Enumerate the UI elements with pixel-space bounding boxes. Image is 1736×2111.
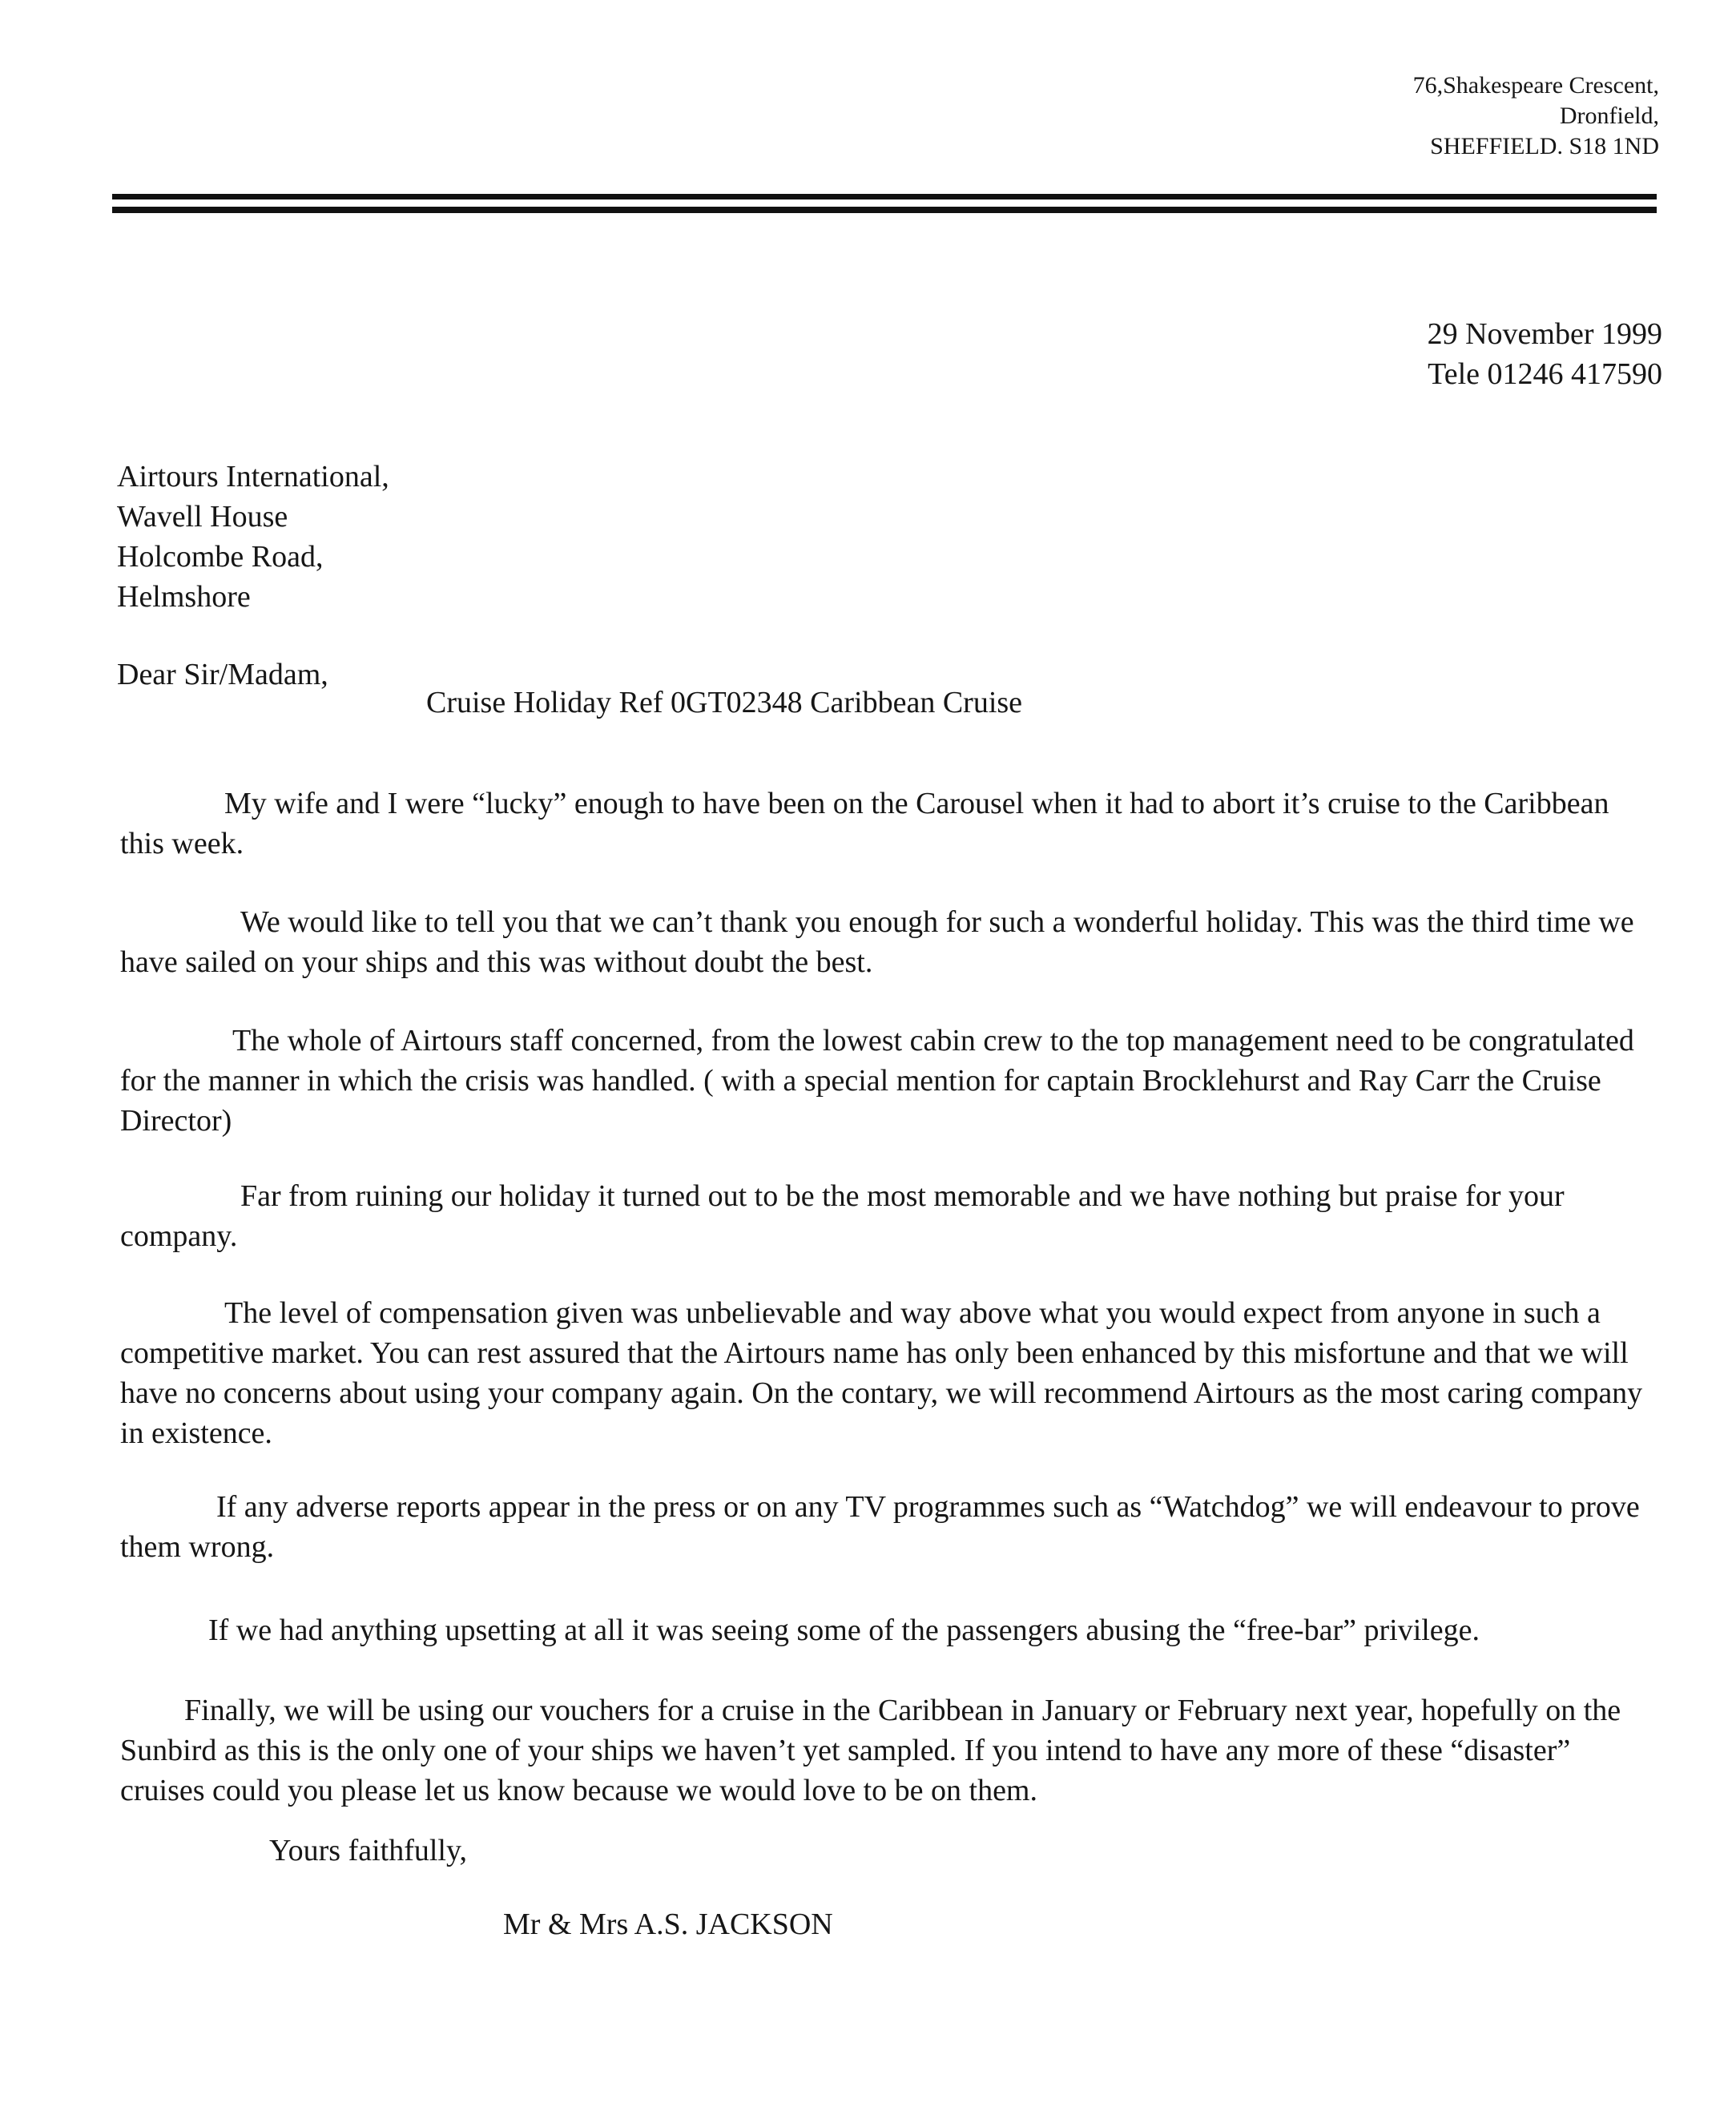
paragraph-1: My wife and I were “lucky” enough to have been on the Carousel when it had to abort it’s cruise to the Caribbean this week. <box>120 787 1609 860</box>
paragraph-4: Far from ruining our holiday it turned out to be the most memorable and we have nothing but praise for your company. <box>120 1179 1565 1253</box>
subject-line: Cruise Holiday Ref 0GT02348 Caribbean Cruise <box>426 686 1023 719</box>
salutation: Dear Sir/Madam, <box>117 658 328 691</box>
sender-address <box>1413 71 1659 162</box>
recipient-town: Helmshore <box>117 580 251 614</box>
recipient-road: Holcombe Road, <box>117 540 324 574</box>
closing: Yours faithfully, <box>269 1834 468 1867</box>
sender-address-city-postcode: SHEFFIELD. S18 1ND <box>1430 133 1659 159</box>
paragraph-8: Finally, we will be using our vouchers for a cruise in the Caribbean in January or February next year, hopefully on the Sunbird as this is the only one of your ships we haven’t yet sampled. If you intend to have any more of these “disaster” cruises could you please let us know because we would love to be on them. <box>120 1694 1621 1807</box>
paragraph-7: If we had anything upsetting at all it was seeing some of the passengers abusing the “free-bar” privilege. <box>208 1613 1480 1647</box>
telephone-number: Tele 01246 417590 <box>1428 357 1662 391</box>
signature: Mr & Mrs A.S. JACKSON <box>503 1908 833 1941</box>
sender-address-street: 76,Shakespeare Crescent, <box>1412 72 1659 99</box>
recipient-building: Wavell House <box>117 500 288 534</box>
sender-address-town: Dronfield, <box>1559 103 1659 129</box>
paragraph-6: If any adverse reports appear in the press or on any TV programmes such as “Watchdog” we will endeavour to prove them wrong. <box>120 1490 1640 1564</box>
letterhead-rule-bottom <box>112 207 1657 213</box>
paragraph-2: We would like to tell you that we can’t thank you enough for such a wonderful holiday. This was the third time we have sailed on your ships and this was without doubt the best. <box>120 905 1634 979</box>
letterhead-rule-top <box>112 194 1657 199</box>
date-block <box>1428 314 1662 394</box>
paragraph-3: The whole of Airtours staff concerned, from the lowest cabin crew to the top management need to be congratulated for the manner in which the crisis was handled. ( with a special mention for captain Brocklehurst and Ray Carr the Cruise Director) <box>120 1024 1634 1138</box>
letter-date: 29 November 1999 <box>1427 317 1662 351</box>
recipient-address <box>117 457 389 617</box>
recipient-company: Airtours International, <box>117 460 389 494</box>
paragraph-5: The level of compensation given was unbelievable and way above what you would expect from anyone in such a competitive market. You can rest assured that the Airtours name has only been enhanced by this misfortune and that we will have no concerns about using your company again. On the contary, we will recommend Airtours as the most caring company in existence. <box>120 1296 1643 1450</box>
